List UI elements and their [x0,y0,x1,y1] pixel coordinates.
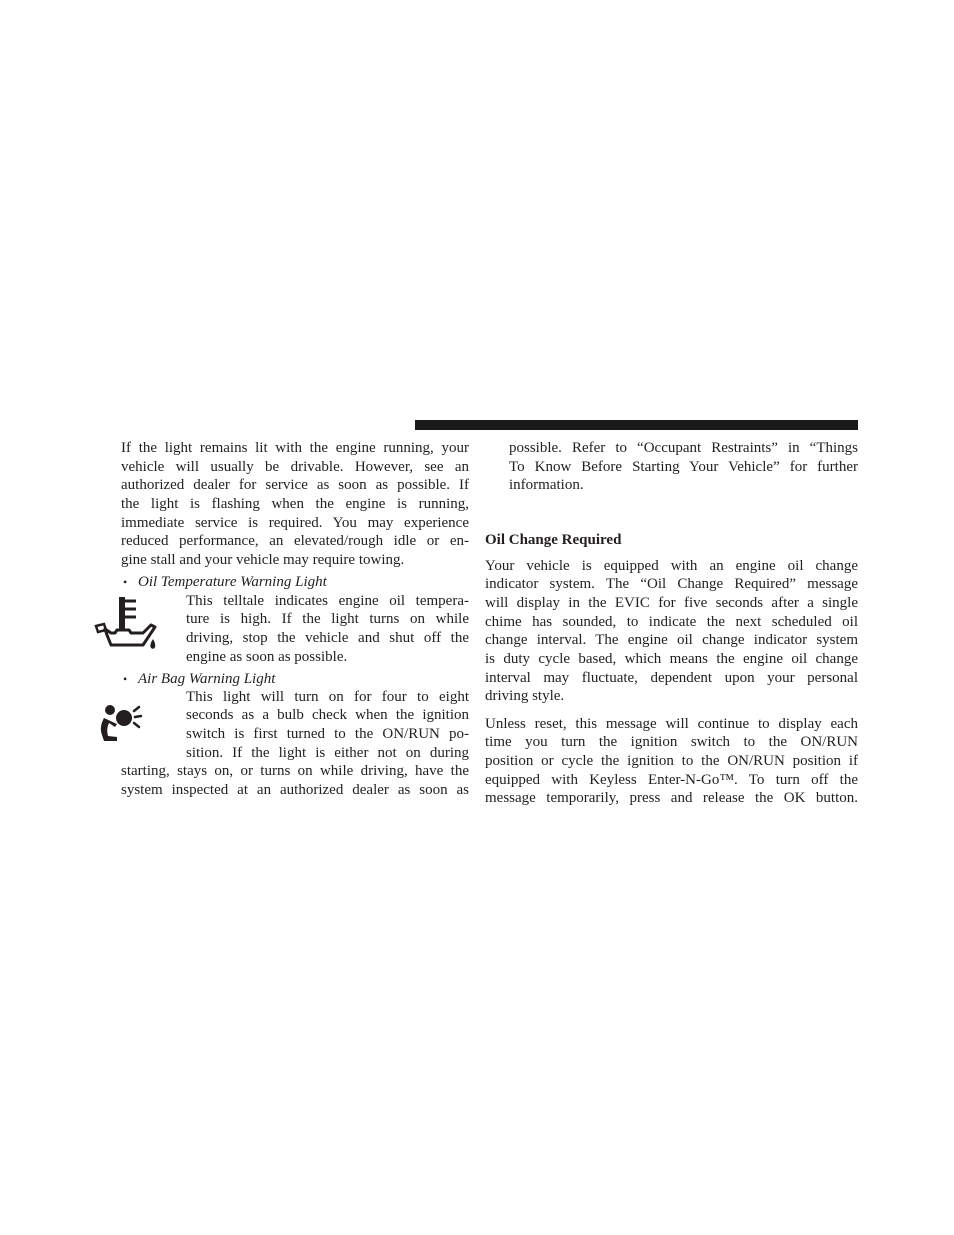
paragraph-line: This light will turn on for four to eight [186,688,469,705]
paragraph-line: switch is first turned to the ON/RUN po- [186,725,469,742]
oil-change-paragraph-1 [485,557,858,706]
oil-temperature-bullet [121,573,469,592]
paragraph-line: engine as soon as possible. [186,648,348,665]
bullet-icon: • [123,574,128,589]
paragraph-line: This telltale indicates engine oil tempera- [186,592,469,609]
oil-temperature-title: Oil Temperature Warning Light [138,573,327,590]
paragraph-line: interval may fluctuate, dependent upon your personal [485,669,858,686]
paragraph-line: will display in the EVIC for five seconds after a single [485,594,858,611]
paragraph-line: ture is high. If the light turns on while [186,611,469,628]
air-bag-icon [95,701,145,745]
paragraph-line: gine stall and your vehicle may require towing. [121,551,405,568]
paragraph-line: indicator system. The “Oil Change Required” message [485,576,858,593]
paragraph-line: the light is flashing when the engine is running, [121,495,469,512]
paragraph-line: system inspected at an authorized dealer as soon as [121,781,469,798]
paragraph-line: Unless reset, this message will continue to display each [485,715,858,732]
paragraph-line: seconds as a bulb check when the ignition [186,707,469,724]
paragraph-line: To Know Before Starting Your Vehicle” for further [509,458,858,475]
paragraph-line: message temporarily, press and release the OK button. [485,790,858,807]
paragraph-line: reduced performance, an elevated/rough idle or en- [121,533,469,550]
paragraph-line: driving, stop the vehicle and shut off the [186,629,469,646]
paragraph-line: information. [509,477,584,494]
paragraph-line: If the light remains lit with the engine running, your [121,440,469,456]
paragraph-line: equipped with Keyless Enter-N-Go™. To turn off the [485,771,858,788]
paragraph-line: Your vehicle is equipped with an engine oil change [485,557,858,574]
section-header-bar [415,420,858,430]
oil-change-paragraph-2 [485,715,858,808]
paragraph-line: driving style. [485,688,565,705]
oil-temperature-paragraph [186,592,469,667]
air-bag-paragraph-continued [121,762,469,799]
paragraph-line: is duty cycle based, which means the engine oil change [485,650,858,667]
paragraph-line: chime has sounded, to indicate the next scheduled oil [485,613,858,630]
paragraph-line: authorized dealer for service as soon as possible. If [121,477,469,494]
air-bag-continuation [509,439,858,495]
paragraph-line: starting, stays on, or turns on while driving, have the [121,763,469,780]
oil-change-heading: Oil Change Required [485,531,622,548]
air-bag-bullet [121,670,469,689]
paragraph-line: position or cycle the ignition to the ON/RUN position if [485,752,858,769]
paragraph-line: vehicle will usually be drivable. However, see an [121,458,469,475]
paragraph-line: immediate service is required. You may experience [121,514,469,531]
paragraph-line: time you turn the ignition switch to the ON/RUN [485,734,858,751]
oil-temperature-icon [93,595,157,655]
bullet-icon: • [123,671,128,686]
paragraph-line: change interval. The engine oil change indicator system [485,632,858,649]
intro-paragraph [121,439,469,569]
air-bag-title: Air Bag Warning Light [138,670,276,687]
paragraph-line: sition. If the light is either not on during [186,744,469,761]
air-bag-paragraph [186,688,469,763]
paragraph-line: possible. Refer to “Occupant Restraints” in “Things [509,440,858,456]
